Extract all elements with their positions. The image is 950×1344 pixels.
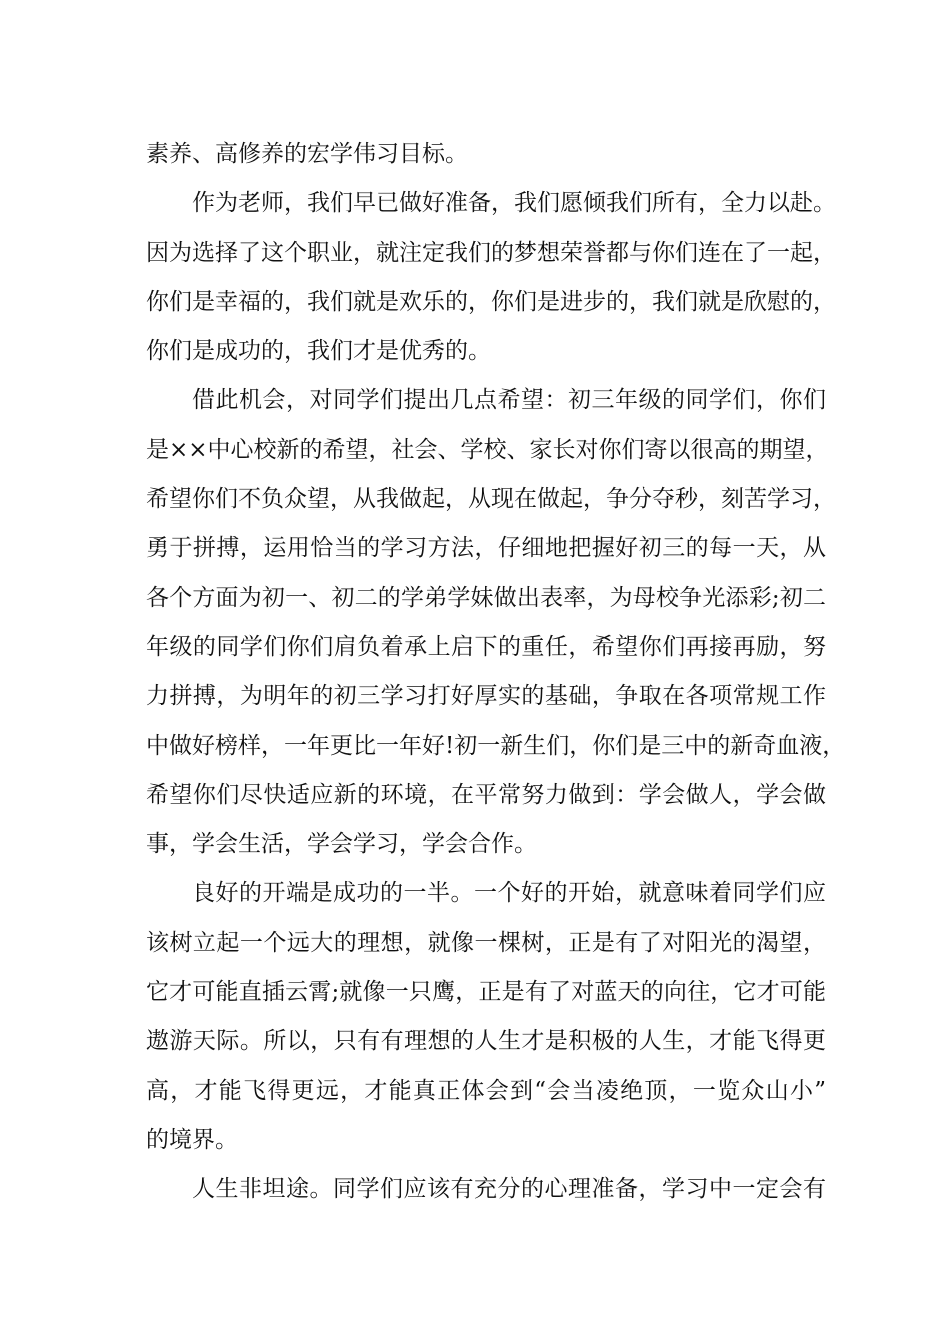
text-line: 人生非坦途。同学们应该有充分的心理准备，学习中一定会有	[192, 1176, 826, 1203]
text-line: 它才可能直插云霄;就像一只鹰，正是有了对蓝天的向往，它才可能	[146, 979, 826, 1006]
text-line: 希望你们尽快适应新的环境，在平常努力做到：学会做人，学会做	[146, 781, 826, 808]
text-line: 你们是成功的，我们才是优秀的。	[146, 338, 491, 365]
text-line: 该树立起一个远大的理想，就像一棵树，正是有了对阳光的渴望，	[146, 929, 826, 956]
document-body	[146, 130, 846, 1215]
text-line: 各个方面为初一、初二的学弟学妹做出表率，为母校争光添彩;初二	[146, 584, 826, 611]
text-line: 借此机会，对同学们提出几点希望：初三年级的同学们，你们	[192, 387, 826, 414]
text-line: 事，学会生活，学会学习，学会合作。	[146, 831, 537, 858]
text-line: 高，才能飞得更远，才能真正体会到“会当凌绝顶，一览众山小”	[146, 1077, 826, 1104]
text-line: 力拼搏，为明年的初三学习打好厚实的基础，争取在各项常规工作	[146, 683, 826, 710]
text-line: 年级的同学们你们肩负着承上启下的重任，希望你们再接再励，努	[146, 633, 826, 660]
text-line: 作为老师，我们早已做好准备，我们愿倾我们所有，全力以赴。	[192, 190, 836, 217]
text-line: 勇于拼搏，运用恰当的学习方法，仔细地把握好初三的每一天，从	[146, 535, 826, 562]
text-line: 良好的开端是成功的一半。一个好的开始，就意味着同学们应	[192, 880, 826, 907]
text-line: 是××中心校新的希望，社会、学校、家长对你们寄以很高的期望，	[146, 436, 829, 463]
text-line: 的境界。	[146, 1126, 238, 1153]
text-line: 中做好榜样，一年更比一年好!初一新生们，你们是三中的新奇血液，	[146, 732, 846, 759]
text-line: 你们是幸福的，我们就是欢乐的，你们是进步的，我们就是欣慰的，	[146, 288, 836, 315]
text-line: 因为选择了这个职业，就注定我们的梦想荣誉都与你们连在了一起，	[146, 239, 836, 266]
text-line: 希望你们不负众望，从我做起，从现在做起，争分夺秒，刻苦学习，	[146, 486, 836, 513]
text-line: 素养、高修养的宏学伟习目标。	[146, 141, 468, 167]
text-line: 遨游天际。所以，只有有理想的人生才是积极的人生，才能飞得更	[146, 1028, 826, 1055]
